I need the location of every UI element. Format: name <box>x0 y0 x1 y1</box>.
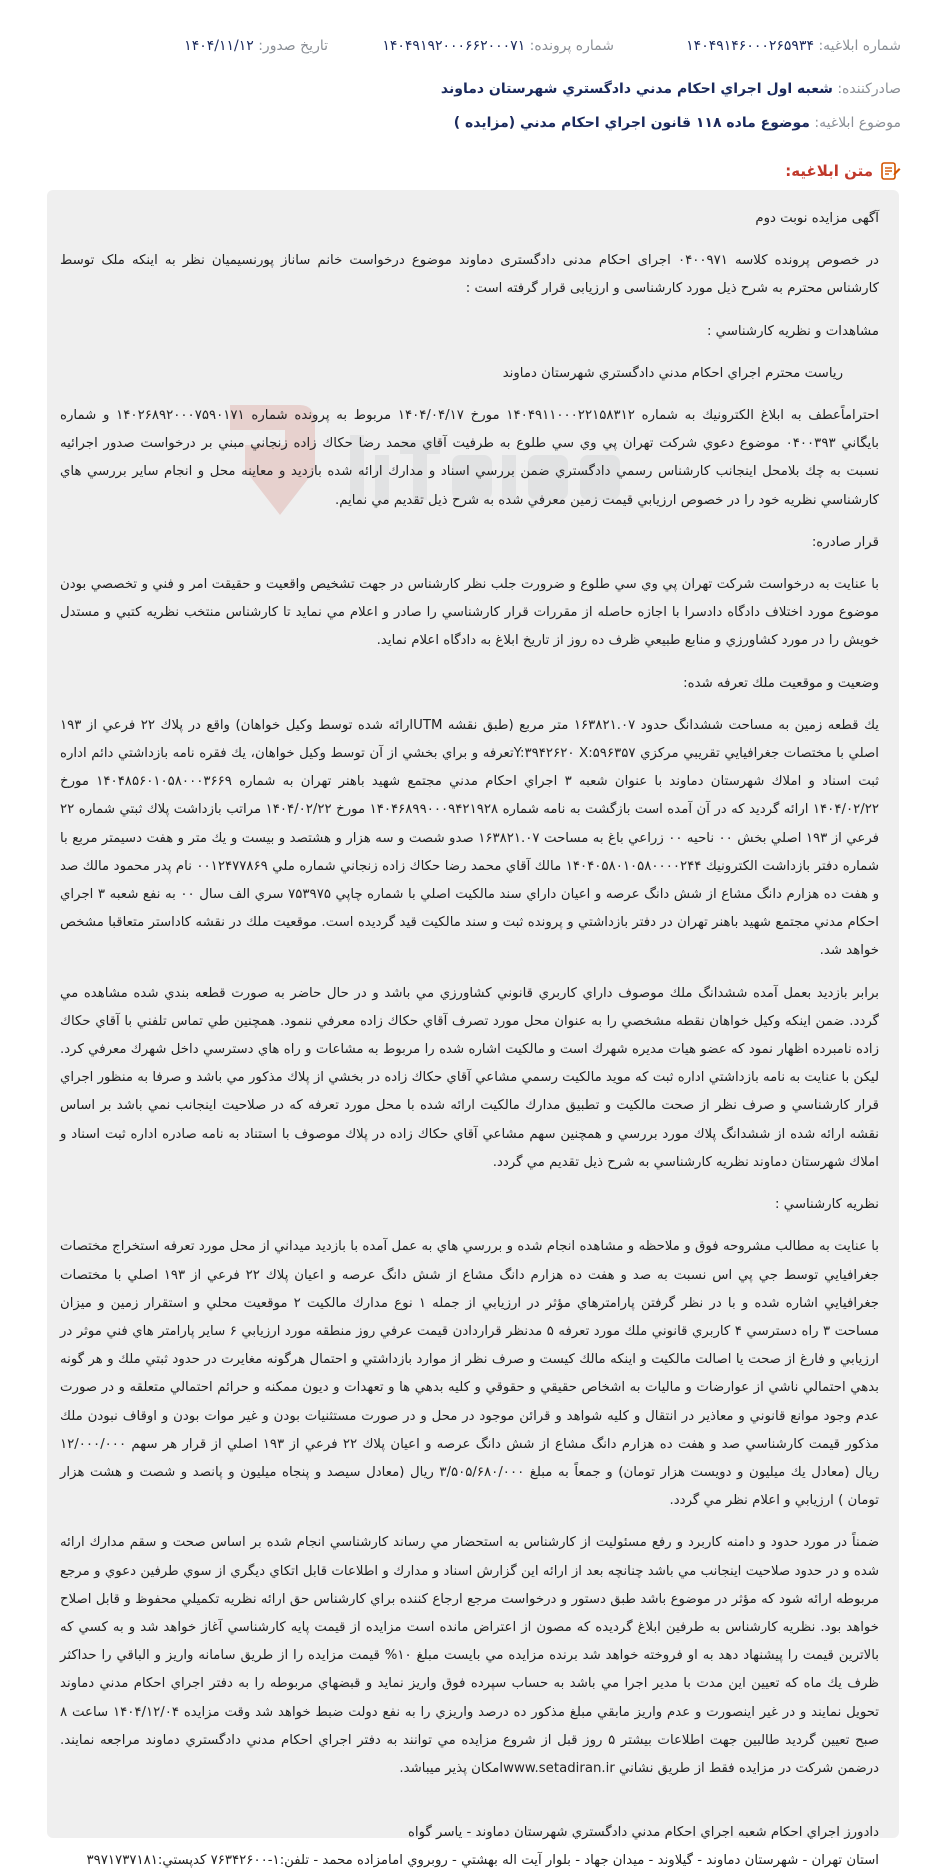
subject-value: موضوع ماده ۱۱۸ قانون اجراي احكام مدني (مزايده ) <box>453 115 810 131</box>
header-row-issuer <box>38 75 901 103</box>
notice-number-label: شماره ابلاغيه: <box>818 38 901 54</box>
notice-number <box>686 32 901 60</box>
issuer-label: صادركننده: <box>837 81 901 97</box>
site-visit-paragraph: برابر بازديد بعمل آمده ششدانگ ملك موصوف داراي كاربري قانوني كشاورزي مي باشد و در حال حاضر به صورت قطعه بندي شده مشاهده مي گردد. ضمن اينكه وكيل خواهان نقطه مشخصي را به عنوان محل مورد تصرف آقاي حكاك زاده معرفي ننمود. همچنين طي تماس تلفني با آقاي حكاك زاده نامبرده اظهار نمود كه عضو هيات مديره شهرك است و مالكيت اشاره شده را مربوط به مشاعات و راه هاي دسترسي داخل شهرك معرفي كرد. ليكن با عنايت به نامه بازداشتي اداره ثبت كه مويد مالكيت رسمي مشاعي آقاي حكاك زاده در بخشي از پلاك مذكور مي باشد و صرفا به منظور اجراي قرار كارشناسي و صرف نظر از صحت مالكيت و تطبيق مدارك مالكيت ارائه شده با محل مورد تعرفه كه در صلاحيت اينجانب نمي باشد بر اساس نقشه ارائه شده از ششدانگ پلاك مورد بررسي و همچنين سهم مشاعي آقاي حكاك زاده در پلاك موصوف با استناد به نامه صادره اداره ثبت اسناد و املاك شهرستان دماوند نظريه كارشناسي به شرح ذيل تقديم مي گردد. <box>60 985 879 1170</box>
reference-paragraph: احتراماًعطف به ابلاغ الكترونيك به شماره ۱۴۰۴۹۱۱۰۰۰۲۲۱۵۸۳۱۲ مورخ ۱۴۰۴/۰۴/۱۷ مربوط به پرونده شماره ۱۴۰۲۶۸۹۲۰۰۰۷۵۹۰۱۷۱ و شماره بايگاني ۰۴۰۰۳۹۳ موضوع دعوي شركت تهران پي وي سي طلوع به طرفيت آقاي محمد رضا حكاك زاده زنجاني مبني بر درخواست صدور اجرائيه نسبت به چك بلامحل اينجانب كارشناس رسمي دادگستري ضمن بررسي اسناد و مدارك ارائه شده بازديد و معاينه محل و انجام ساير بررسي هاي كارشناسي نظريه خود را در خصوص ارزيابي قيمت زمين معرفي شده به شرح ذيل تقديم مي نمايم. <box>60 408 879 508</box>
order-heading: قرار صادره: <box>811 534 879 550</box>
expert-opinion-paragraph: با عنايت به مطالب مشروحه فوق و ملاحظه و مشاهده انجام شده و بررسي هاي به عمل آمده با بازديد ميداني از محل مورد تعرفه استخراج مختصات جغرافيايي توسط جي پي اس نسبت به صد و هفت ده هزارم دانگ مشاع از شش دانگ عرصه و اعيان پلاك ۲۲ فرعي از ۱۹۳ اصلي با مختصات جغرافيايي اشاره شده و با در نظر گرفتن پارامترهاي مؤثر در ارزيابي از جمله ۱ نوع مدارك مالكيت ۲ موقعيت محلي و استقرار زمين و ميزان مساحت ۳ راه دسترسي ۴ كاربري قانوني ملك مورد تعرفه ۵ مدنظر قراردادن قيمت عرفي روز منطقه مورد ارزيابي ۶ ساير پارامتر هاي فني موثر در ارزيابي و فارغ از صحت يا اصالت مالكيت و اينكه مالك كيست و صرف نظر از موارد بازداشتي و احتمال هرگونه مغايرت در حدود ثبتي ملك و هر گونه بدهي احتمالي ناشي از عوارضات و ماليات به اشخاص حقيقي و حقوقي و كليه بدهي ها و تعهدات و ديون ممكنه و حرائم احتمالي متعلقه و در صورت عدم وجود موانع قانوني و معاذير در انتقال و كليه شواهد و قرائن موجود در محل و در صورت مستثنيات بودن و غير موات بودن و اوقاف نبودن ملك مذكور قيمت كارشناسي صد و هفت ده هزارم دانگ مشاع از شش دانگ عرصه و اعيان پلاك ۲۲ فرعي از ۱۹۳ اصلي از قرار هر سهم ۱۲/۰۰۰/۰۰۰ ريال (معادل يك ميليون و دويست هزار تومان) و جمعاً به مبلغ ۳/۵۰۵/۶۸۰/۰۰۰ ريال (معادل سيصد و پنجاه ميليون و پانصد و شصت و هشت هزار تومان ) ارزيابي و اعلام نظر مي گردد. <box>60 1239 879 1509</box>
case-number-label: شماره پرونده: <box>529 38 614 54</box>
notice-text-heading <box>785 158 901 184</box>
signature-line: دادورز اجراي احكام شعبه اجراي احكام مدني دادگستري شهرستان دماوند - ياسر گواه <box>407 1825 879 1841</box>
auction-title: آگهی مزایده نوبت دوم <box>755 211 879 226</box>
property-status-heading: وضعيت و موقعيت ملك تعرفه شده: <box>683 675 879 691</box>
auction-terms-paragraph: ضمناً در مورد حدود و دامنه كاربرد و رفع مسئوليت از كارشناس به استحضار مي رساند كارشناسي انجام شده بر اساس صحت و سقم مدارك ارائه شده و در حدود صلاحيت اينجانب مي باشد چنانچه بعد از ارائه اين گزارش اسناد و مدارك و اطلاعات قابل اتكاي ديگري از سوي طرفين دعوي و مرجع مربوطه ارائه شود كه مؤثر در موضوع باشد طبق دستور و درخواست مرجع ارجاع كننده براي كارشناس حق ارائه نظريه تكميلي محفوظ و قابل اصلاح خواهد بود. نظريه كارشناس به طرفين ابلاغ گرديده كه مصون از اعتراض مانده است مزايده از قيمت پايه كارشناسي آغاز خواهد شد و به كسي كه بالاترين قيمت را پيشنهاد دهد به او فروخته خواهد شد برنده مزايده مي بايست مبلغ ۱۰% قيمت مزايده را از طريق سامانه واريز و الباقي را حداكثر ظرف يك ماه كه تعيين اين مدت با مدير اجرا مي باشد به حساب سپرده فوق واريز نمايد و قبضهاي مربوطه را به دفتر اجراي احكام مدني دماوند تحويل نمايند و در غير اينصورت و عدم واريز مابقي مبلغ مذكور ده درصد واريزي را به نفع دولت ضبط خواهد شد وقت مزايده ۱۴۰۴/۱۲/۰۴ ساعت ۸ صبح تعيين گرديد طالبين جهت اطلاعات بيشتر ۵ روز قبل از شروع مزايده مي توانند به دفتر اجراي احكام مدني دادگستري دماوند مراجعه نمايند. درضمن شركت در مزايده فقط از طريق نشاني www.setadiran.irامكان پذير ميباشد. <box>60 1535 879 1776</box>
issue-date-value: ۱۴۰۴/۱۱/۱۲ <box>184 38 254 54</box>
case-number-value: ۱۴۰۴۹۱۹۲۰۰۰۶۶۲۰۰۰۷۱ <box>382 38 526 54</box>
document-edit-icon <box>879 160 901 182</box>
notice-text-title: متن ابلاغيه: <box>785 162 873 180</box>
issue-date-label: تاريخ صدور: <box>258 38 328 54</box>
issue-date <box>184 32 328 60</box>
property-description-paragraph: يك قطعه زمين به مساحت ششدانگ حدود ۱۶۳۸۲۱.۰۷ متر مربع (طبق نقشه UTMارائه شده توسط وكيل خواهان) واقع در پلاك ۲۲ فرعي از ۱۹۳ اصلي با مختصات جغرافيايي تقريبي مركزي Y:۳۹۴۲۶۲۰ X:۵۹۶۳۵۷تعرفه و براي بخشي از آن توسط وكيل خواهان، يك فقره نامه بازداشتي دائم اداره ثبت اسناد و املاك شهرستان دماوند با عنوان شعبه ۳ اجراي احكام مدني مجتمع شهيد باهنر تهران به شماره ۱۴۰۴۸۵۶۰۱۰۵۸۰۰۰۳۶۶۹ مورخ ۱۴۰۴/۰۲/۲۲ ارائه گرديد كه در آن آمده است بازگشت به نامه شماره ۱۴۰۴۶۸۹۹۰۰۰۹۴۲۱۹۲۸ مورخ ۱۴۰۴/۰۲/۲۲ مراتب بازداشت پلاك ثبتي شماره ۲۲ فرعي از ۱۹۳ اصلي بخش ۰۰ ناحيه ۰۰ زراعي باغ به مساحت ۱۶۳۸۲۱.۰۷ صدو شصت و سه هزار و هشتصد و بيست و يك متر و هفت دسيمتر مربع با شماره دفتر بازداشت الكترونيك ۱۴۰۴۰۵۸۰۱۰۵۸۰۰۰۰۲۴۴ مالك آقاي محمد رضا حكاك زاده زنجاني شماره ملي ۰۰۱۲۴۷۷۸۶۹ نام پدر محمود مالك صد و هفت ده هزارم دانگ مشاع از شش دانگ عرصه و اعيان داراي سند مالكيت اصلي با شماره چاپي ۷۵۳۹۷۵ سري الف سال ۰۰ به نفع شعبه ۳ اجراي احكام مدني مجتمع شهيد باهنر تهران در دفتر بازداشتي و پرونده ثبت و سند مالكيت قيد گرديده است. موقعيت ملك در نقشه كاداستر متعاقبا مشخص خواهد شد. <box>60 717 880 959</box>
notice-number-value: ۱۴۰۴۹۱۴۶۰۰۰۲۶۵۹۳۴ <box>686 38 814 54</box>
subject-label: موضوع ابلاغيه: <box>814 115 901 131</box>
header-row-subject <box>38 109 901 137</box>
address-line: استان تهران - شهرستان دماوند - گيلاوند - ميدان جهاد - بلوار آيت اله بهشتي - روبروي امامزاده محمد - تلفن:۱-۷۶۳۴۲۶۰۰ كدپستي:۳۹۷۱۷۳۷۱۸۱ <box>86 1853 879 1869</box>
header-row-numbers <box>38 32 901 60</box>
order-paragraph: با عنايت به درخواست شركت تهران پي وي سي طلوع و ضرورت جلب نظر كارشناس در جهت تشخيص واقعيت و حقيقت امر و فني و تخصصي بودن موضوع مورد اختلاف دادگاه دادسرا با اجازه حاصله از مقررات قرار كارشناسي را صادر و اعلام مي نمايد تا كارشناس منتخب نظريه كتبي و مستدل خويش را در مورد كشاورزي و منابع طبيعي ظرف ده روز از تاريخ ابلاغ به دادگاه اعلام نمايد. <box>60 577 879 649</box>
case-number <box>382 32 614 60</box>
expert-opinion-heading: نظريه كارشناسي : <box>775 1197 879 1213</box>
intro-paragraph: در خصوص پرونده کلاسه ۰۴۰۰۹۷۱ اجرای احکام مدنی دادگستری دماوند موضوع درخواست خانم ساناز پورنسیمیان نظر به اینکه ملک توسط کارشناس محترم به شرح ذیل مورد کارشناسی و ارزیابی قرار گرفته است : <box>60 253 879 297</box>
addressee-line: رياست محترم اجراي احكام مدني دادگستري شهرستان دماوند <box>502 365 843 381</box>
issuer-value: شعبه اول اجراي احكام مدني دادگستري شهرستان دماوند <box>440 81 833 97</box>
observations-heading: مشاهدات و نظريه كارشناسي : <box>706 323 879 339</box>
notice-body <box>60 205 879 1876</box>
